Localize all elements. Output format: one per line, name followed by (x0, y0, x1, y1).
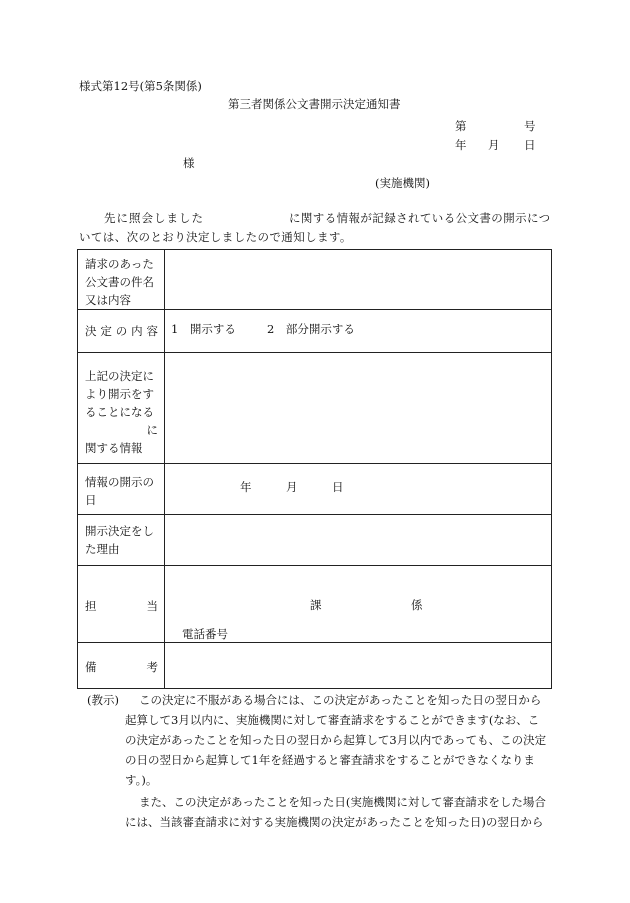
reason-label: 開示決定をした理由 (78, 515, 165, 566)
disclosed-info-line: ることになる (85, 405, 154, 419)
notes-line: 起算して3月以内に、実施機関に対して審査請求をすることができます(なお、こ (125, 713, 540, 727)
contact-value (165, 566, 552, 643)
notes-line: の日の翌日から起算して1年を経過すると審査請求をすることができなくなりま (125, 753, 535, 767)
date-day: 日 (524, 138, 536, 152)
table-row (78, 353, 552, 464)
number-prefix: 第 (455, 119, 467, 133)
section-label: 課 (310, 598, 322, 612)
remarks-value (165, 643, 552, 689)
disclosed-info-line: より開示をす (85, 387, 154, 401)
disclosed-info-line: 関する情報 (85, 441, 143, 455)
decision-label-text (85, 322, 158, 340)
number-suffix: 号 (524, 119, 536, 133)
subsection-label: 係 (411, 598, 423, 612)
table-row (78, 515, 552, 566)
table-row (78, 643, 552, 689)
disclosed-info-value (165, 353, 552, 464)
disclosed-info-label (78, 353, 165, 464)
intro-line1-part2: に関する情報が記録されている公文書の開示につ (289, 211, 551, 225)
remarks-label (78, 643, 165, 689)
date-month: 月 (488, 138, 500, 152)
contact-label (78, 566, 165, 643)
disclosure-date-label: 情報の開示の日 (78, 464, 165, 515)
remarks-label-right: 考 (146, 660, 158, 674)
disclosure-month: 月 (286, 480, 298, 494)
table-row (78, 250, 552, 310)
form-number: 様式第12号(第5条関係) (79, 79, 202, 93)
disclosure-year: 年 (240, 480, 252, 494)
intro-line1-part1: 先に照会しました (104, 211, 204, 225)
phone-label: 電話番号 (182, 627, 228, 641)
disclosed-info-line: 上記の決定に (85, 369, 154, 383)
decision-label-char: 定 (100, 324, 112, 338)
decision-label-char: 決 (85, 324, 97, 338)
option-disclose: 1 開示する (171, 322, 236, 336)
disclosure-date-value (165, 464, 552, 515)
notes-prefix: (教示) (87, 693, 119, 707)
decision-label (78, 310, 165, 353)
contact-label-right: 当 (146, 599, 158, 613)
contact-label-left: 担 (85, 599, 97, 613)
disclosure-day: 日 (332, 480, 344, 494)
table-row (78, 310, 552, 353)
table-row (78, 566, 552, 643)
subject-value (165, 250, 552, 310)
decision-label-char: の (115, 324, 128, 338)
document-title: 第三者関係公文書開示決定通知書 (228, 97, 401, 111)
notes-line: また、この決定があったことを知った日(実施機関に対して審査請求をした場合 (139, 795, 546, 809)
table-row (78, 464, 552, 515)
notes-line: す。)。 (125, 773, 158, 787)
issuer-label: (実施機関) (375, 176, 430, 190)
addressee-honorific: 様 (183, 156, 195, 170)
option-partial-disclose: 2 部分開示する (267, 322, 355, 336)
reason-value (165, 515, 552, 566)
date-year: 年 (455, 138, 467, 152)
notes-line: の決定があったことを知った日の翌日から起算して3月以内であっても、この決定 (125, 733, 547, 747)
subject-label: 請求のあった公文書の件名又は内容 (78, 250, 165, 310)
notes-line: には、当該審査請求に対する実施機関の決定があったことを知った日)の翌日から (125, 815, 544, 829)
decision-label-char: 内 (131, 324, 143, 338)
notes-line: この決定に不服がある場合には、この決定があったことを知った日の翌日から (139, 693, 542, 707)
intro-line2: いては、次のとおり決定しましたので通知します。 (79, 230, 352, 244)
decision-table (77, 249, 552, 689)
disclosed-info-line: に (146, 423, 158, 437)
decision-options (165, 310, 552, 353)
decision-label-char: 容 (146, 324, 158, 338)
remarks-label-left: 備 (85, 660, 97, 674)
